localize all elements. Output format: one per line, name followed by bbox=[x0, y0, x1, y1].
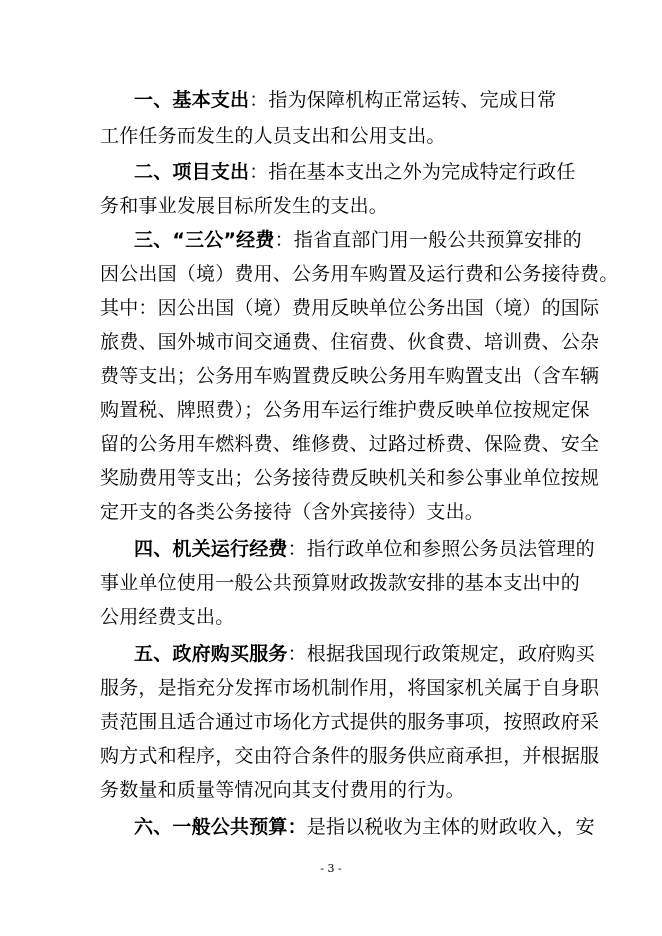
paragraph-line: 因公出国（境）费用、公务用车购置及运行费和公务接待费。 bbox=[100, 263, 619, 285]
section-heading: 三、“三公”经费 bbox=[134, 229, 275, 251]
section-text: ：指省直部门用一般公共预算安排的 bbox=[274, 229, 582, 251]
paragraph-line: 定开支的各类公务接待（含外宾接待）支出。 bbox=[100, 501, 485, 523]
paragraph-line: 奖励费用等支出；公务接待费反映机关和参公事业单位按规 bbox=[100, 467, 600, 489]
paragraph-line: 工作任务而发生的人员支出和公用支出。 bbox=[100, 125, 446, 147]
section-text: ：指在基本支出之外为完成特定行政任 bbox=[249, 161, 576, 183]
paragraph-line bbox=[134, 815, 595, 839]
paragraph-line bbox=[134, 537, 595, 561]
paragraph-line bbox=[134, 160, 576, 184]
paragraph-line: 费等支出；公务用车购置费反映公务用车购置支出（含车辆 bbox=[100, 365, 600, 387]
paragraph-line: 务数量和质量等情况向其支付费用的行为。 bbox=[100, 779, 465, 801]
paragraph-line: 务和事业发展目标所发生的支出。 bbox=[100, 195, 389, 217]
paragraph-line bbox=[134, 642, 595, 666]
paragraph-line: 服务，是指充分发挥市场机制作用，将国家机关属于自身职 bbox=[100, 677, 600, 699]
section-heading: 四、机关运行经费 bbox=[134, 538, 288, 560]
paragraph-line: 留的公务用车燃料费、维修费、过路过桥费、保险费、安全 bbox=[100, 433, 600, 455]
section-text: ：根据我国现行政策规定，政府购买 bbox=[287, 643, 595, 665]
section-heading: 五、政府购买服务 bbox=[134, 643, 288, 665]
page-number: - 3 - bbox=[320, 862, 342, 875]
paragraph-line bbox=[134, 88, 556, 112]
paragraph-line: 购方式和程序，交由符合条件的服务供应商承担，并根据服 bbox=[100, 745, 600, 767]
paragraph-line: 公用经费支出。 bbox=[100, 606, 235, 628]
section-heading: 二、项目支出 bbox=[134, 161, 250, 183]
paragraph-line: 事业单位使用一般公共预算财政拨款安排的基本支出中的 bbox=[100, 572, 581, 594]
paragraph-line: 责范围且适合通过市场化方式提供的服务事项，按照政府采 bbox=[100, 711, 600, 733]
section-text: ：指为保障机构正常运转、完成日常 bbox=[249, 89, 557, 111]
paragraph-line: 购置税、牌照费）；公务用车运行维护费反映单位按规定保 bbox=[100, 399, 590, 421]
paragraph-line: 其中：因公出国（境）费用反映单位公务出国（境）的国际 bbox=[100, 297, 600, 319]
section-text: ：指行政单位和参照公务员法管理的 bbox=[287, 538, 595, 560]
paragraph-line bbox=[134, 228, 582, 252]
section-heading: 六、一般公共预算： bbox=[134, 816, 307, 838]
paragraph-line: 旅费、国外城市间交通费、住宿费、伙食费、培训费、公杂 bbox=[100, 331, 600, 353]
section-heading: 一、基本支出 bbox=[134, 89, 250, 111]
section-text: 是指以税收为主体的财政收入，安 bbox=[306, 816, 595, 838]
